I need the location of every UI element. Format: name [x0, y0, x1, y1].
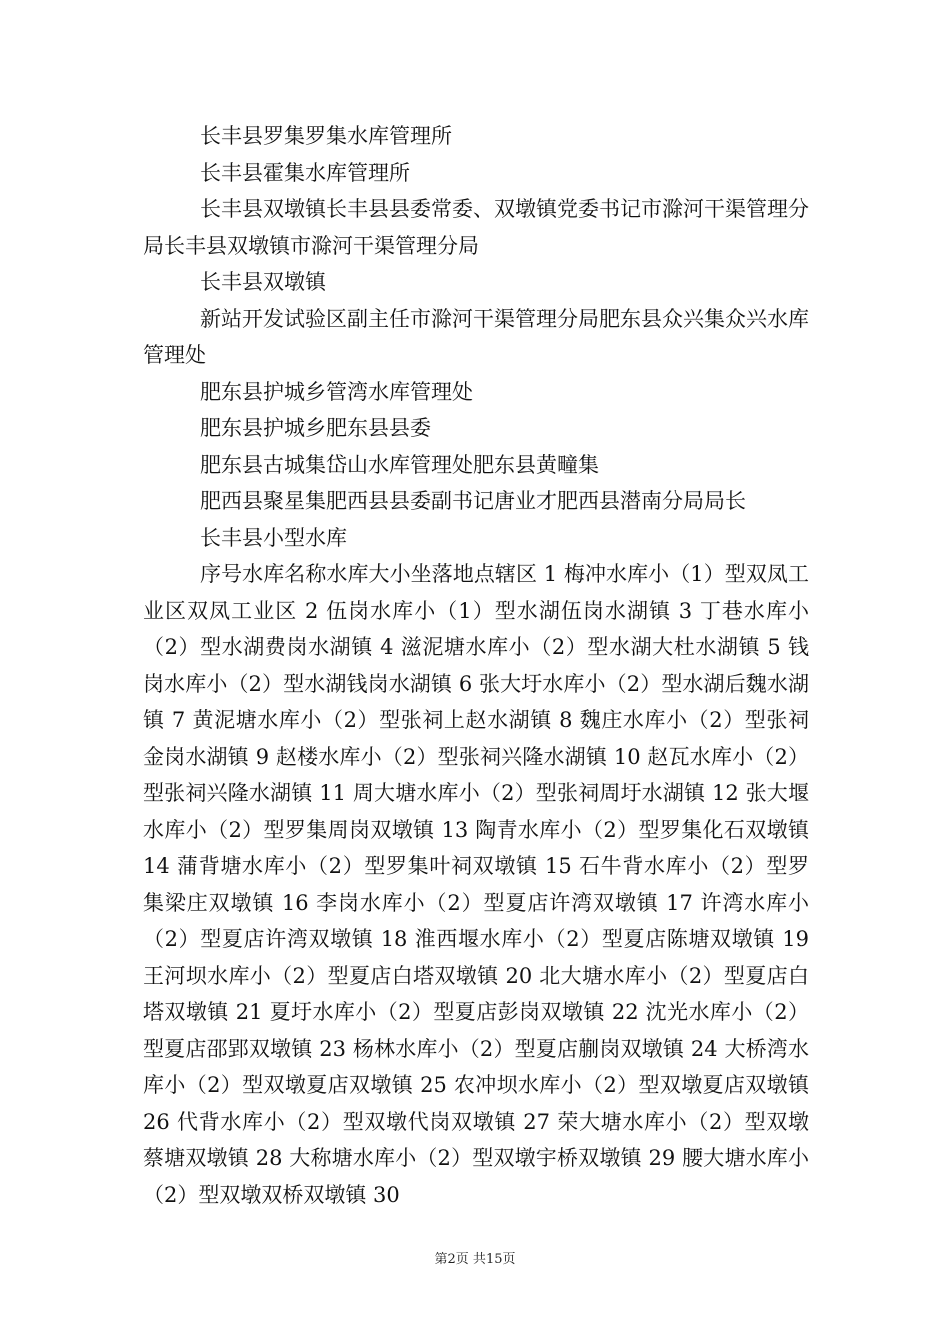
- footer-suffix: 页: [502, 1252, 516, 1267]
- reservoir-list-paragraph: 序号水库名称水库大小坐落地点辖区 1 梅冲水库小（1）型双凤工业区双凤工业区 2 伍岗水库小（1）型水湖伍岗水湖镇 3 丁巷水库小（2）型水湖费岗水湖镇 4 滋泥塘水库小（2）型水湖大杜水湖镇 5 钱岗水库小（2）型水湖钱岗水湖镇 6 张大圩水库小（2）型水湖后魏水湖镇 7 黄泥塘水库小（2）型张祠上赵水湖镇 8 魏庄水库小（2）型张祠金岗水湖镇 9 赵楼水库小（2）型张祠兴隆水湖镇 10 赵瓦水库小（2）型张祠兴隆水湖镇 11 周大塘水库小（2）型张祠周圩水湖镇 12 张大堰水库小（2）型罗集周岗双墩镇 13 陶青水库小（2）型罗集化石双墩镇 14 蒲背塘水库小（2）型罗集叶祠双墩镇 15 石牛背水库小（2）型罗集梁庄双墩镇 16 李岗水库小（2）型夏店许湾双墩镇 17 许湾水库小（2）型夏店许湾双墩镇 18 淮西堰水库小（2）型夏店陈塘双墩镇 19 王河坝水库小（2）型夏店白塔双墩镇 20 北大塘水库小（2）型夏店白塔双墩镇 21 夏圩水库小（2）型夏店彭岗双墩镇 22 沈光水库小（2）型夏店邵郢双墩镇 23 杨林水库小（2）型夏店蒯岗双墩镇 24 大桥湾水库小（2）型双墩夏店双墩镇 25 农冲坝水库小（2）型双墩夏店双墩镇 26 代背水库小（2）型双墩代岗双墩镇 27 荣大塘水库小（2）型双墩蔡塘双墩镇 28 大称塘水库小（2）型双墩宇桥双墩镇 29 腰大塘水库小（2）型双墩双桥双墩镇 30: [143, 562, 809, 1207]
- page-footer: [0, 1248, 950, 1267]
- paragraph: 肥东县古城集岱山水库管理处肥东县黄疃集: [200, 452, 599, 477]
- paragraph: 长丰县小型水库: [200, 525, 347, 550]
- document-body: [143, 118, 809, 1213]
- paragraph: 长丰县双墩镇长丰县县委常委、双墩镇党委书记市滁河干渠管理分局长丰县双墩镇市滁河干渠管理分局: [143, 197, 809, 258]
- paragraph: 长丰县罗集罗集水库管理所: [200, 124, 452, 148]
- paragraph: 肥西县聚星集肥西县县委副书记唐业才肥西县潜南分局局长: [200, 489, 746, 513]
- paragraph: 长丰县霍集水库管理所: [200, 160, 410, 185]
- paragraph: 肥东县护城乡管湾水库管理处: [200, 379, 473, 404]
- footer-middle: 页 共: [455, 1252, 486, 1267]
- paragraph: 新站开发试验区副主任市滁河干渠管理分局肥东县众兴集众兴水库管理处: [143, 306, 809, 367]
- footer-current-page: 2: [447, 1252, 456, 1267]
- footer-total-pages: 15: [485, 1252, 503, 1267]
- paragraph: 肥东县护城乡肥东县县委: [200, 416, 431, 440]
- paragraph: 长丰县双墩镇: [200, 270, 326, 294]
- footer-prefix: 第: [434, 1252, 448, 1267]
